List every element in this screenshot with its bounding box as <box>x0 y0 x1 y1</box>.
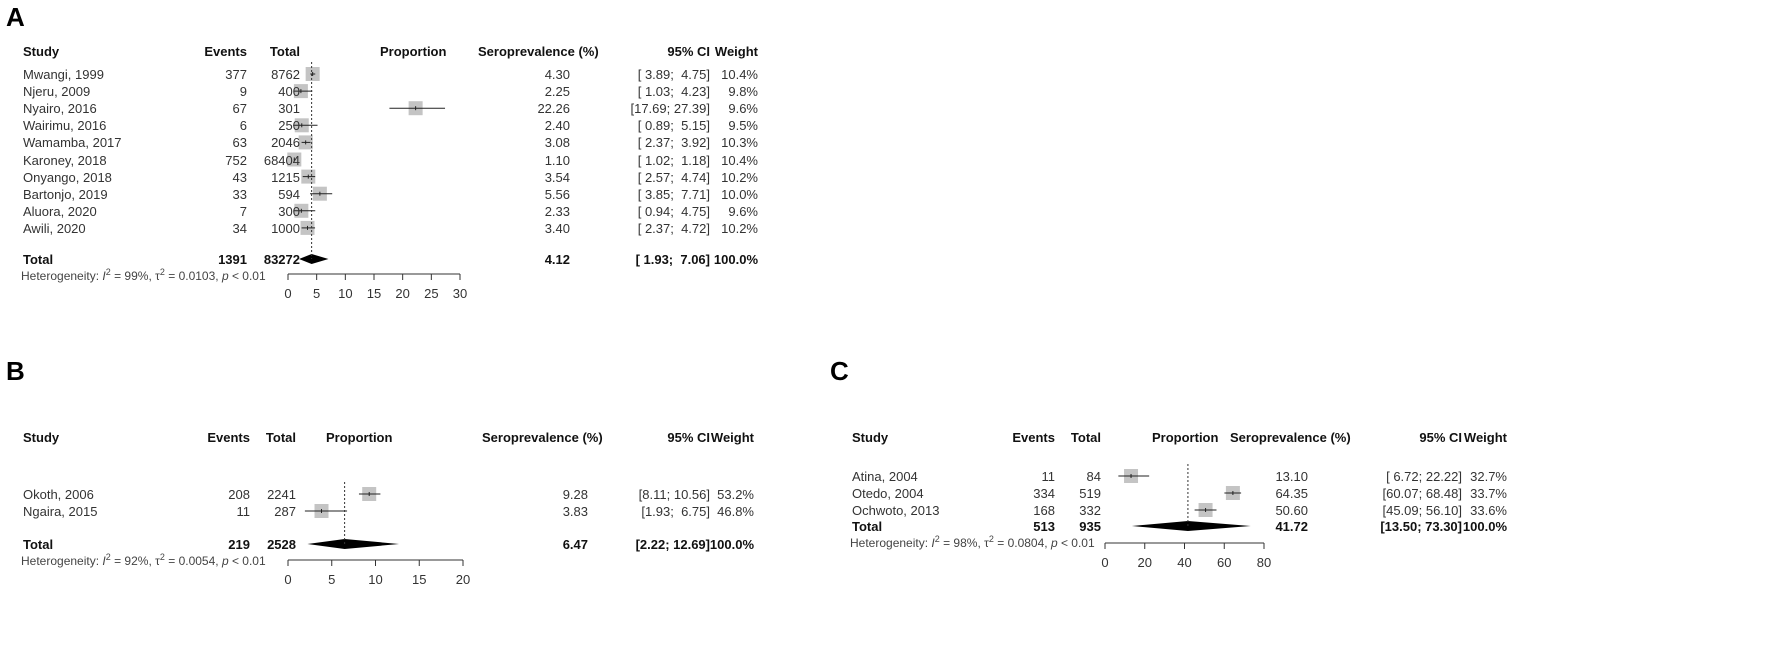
heterogeneity-text: Heterogeneity: $I^2 = 98\%$, $\tau^2 = 0.0804$, p < 0.01 <box>850 534 1095 550</box>
weight-value: 9.8% <box>728 84 758 100</box>
total-events: 1391 <box>218 252 247 267</box>
events-value: 9 <box>239 84 247 100</box>
total-value: 301 <box>278 101 300 117</box>
col-header-ci: 95% CI <box>1419 430 1462 445</box>
axis-tick-label: 0 <box>284 286 292 301</box>
axis-tick-label: 0 <box>284 572 292 587</box>
seroprevalence-value: 4.30 <box>544 67 570 82</box>
ci-value: [ 2.37; 4.72] <box>637 220 710 236</box>
col-header-study: Study <box>23 430 60 445</box>
total-value: 250 <box>278 118 300 134</box>
weight-value: 53.2% <box>717 487 754 502</box>
ci-value: [60.07; 68.48] <box>1382 486 1462 501</box>
axis-tick-label: 40 <box>1177 555 1192 570</box>
axis-tick-label: 20 <box>1137 555 1152 570</box>
col-header-seroprevalence: Seroprevalence (%) <box>1230 430 1351 445</box>
axis-tick-label: 5 <box>328 572 336 587</box>
axis-tick-label: 10 <box>338 286 353 301</box>
panel-label: A <box>6 2 25 32</box>
events-value: 7 <box>239 203 247 219</box>
col-header-ci: 95% CI <box>667 44 710 59</box>
seroprevalence-value: 2.33 <box>544 203 570 219</box>
total-label: Total <box>23 537 54 552</box>
study-name: Nyairo, 2016 <box>23 101 97 117</box>
col-header-study: Study <box>852 430 889 445</box>
axis-tick-label: 5 <box>313 286 321 301</box>
weight-value: 10.2% <box>721 169 758 185</box>
study-name: Wairimu, 2016 <box>23 118 107 134</box>
ci-value: [ 1.03; 4.23] <box>637 84 710 100</box>
seroprevalence-value: 13.10 <box>1275 469 1308 484</box>
axis-tick-label: 60 <box>1217 555 1232 570</box>
seroprevalence-value: 9.28 <box>562 487 588 502</box>
col-header-total: Total <box>269 44 300 59</box>
events-value: 43 <box>232 169 247 185</box>
col-header-seroprevalence: Seroprevalence (%) <box>478 44 599 59</box>
total-value: 287 <box>274 504 296 519</box>
weight-value: 9.5% <box>728 118 758 134</box>
total-value: 2241 <box>267 487 296 502</box>
study-name: Mwangi, 1999 <box>23 67 104 82</box>
heterogeneity-text: Heterogeneity: $I^2 = 99\%$, $\tau^2 = 0.0103$, p < 0.01 <box>21 267 266 283</box>
ci-value: [ 2.57; 4.74] <box>637 169 710 185</box>
axis-tick-label: 20 <box>395 286 410 301</box>
events-value: 377 <box>225 67 247 82</box>
axis-tick-label: 15 <box>366 286 382 301</box>
total-ci: [13.50; 73.30] <box>1380 519 1462 534</box>
seroprevalence-value: 50.60 <box>1275 503 1308 518</box>
events-value: 34 <box>232 220 247 236</box>
seroprevalence-value: 1.10 <box>544 152 570 168</box>
seroprevalence-value: 64.35 <box>1275 486 1308 501</box>
total-value: 1215 <box>271 169 300 185</box>
panel-label: C <box>830 356 849 386</box>
col-header-ci: 95% CI <box>667 430 710 445</box>
weight-value: 9.6% <box>728 101 758 117</box>
study-name: Ochwoto, 2013 <box>852 503 940 518</box>
weight-value: 9.6% <box>728 203 758 219</box>
col-header-weight: Weight <box>1463 430 1507 445</box>
total-ci: [ 1.93; 7.06] <box>635 252 710 267</box>
ci-value: [1.93; 6.75] <box>641 504 710 519</box>
ci-value: [ 3.85; 7.71] <box>637 186 710 202</box>
total-label: Total <box>852 519 883 534</box>
axis-tick-label: 30 <box>452 286 468 301</box>
study-name: Karoney, 2018 <box>23 152 107 168</box>
total-weight: 100.0% <box>709 537 754 552</box>
col-header-proportion: Proportion <box>1152 430 1219 445</box>
weight-value: 10.2% <box>721 220 758 236</box>
study-name: Okoth, 2006 <box>23 487 94 502</box>
weight-value: 33.6% <box>1470 503 1507 518</box>
total-value: 1000 <box>271 220 300 236</box>
seroprevalence-value: 5.56 <box>544 186 570 202</box>
total-value: 400 <box>278 84 300 100</box>
total-value: 332 <box>1079 503 1101 518</box>
total-weight: 100.0% <box>1462 519 1507 534</box>
axis-tick-label: 25 <box>424 286 439 301</box>
col-header-proportion: Proportion <box>326 430 393 445</box>
seroprevalence-value: 22.26 <box>537 101 570 117</box>
total-ci: [2.22; 12.69] <box>635 537 710 552</box>
total-events: 513 <box>1033 519 1055 534</box>
heterogeneity-text: Heterogeneity: $I^2 = 92\%$, $\tau^2 = 0.0054$, p < 0.01 <box>21 552 266 568</box>
ci-value: [ 1.02; 1.18] <box>637 152 710 168</box>
panel-label: B <box>6 356 25 386</box>
ci-value: [ 0.94; 4.75] <box>637 203 710 219</box>
panel-a-content <box>0 0 1000 320</box>
total-value: 594 <box>278 186 300 202</box>
total-seroprevalence: 4.12 <box>544 252 570 267</box>
study-name: Onyango, 2018 <box>23 169 112 185</box>
col-header-weight: Weight <box>710 430 754 445</box>
ci-value: [ 0.89; 5.15] <box>637 118 710 134</box>
study-name: Aluora, 2020 <box>23 203 97 219</box>
events-value: 33 <box>232 186 247 202</box>
seroprevalence-value: 3.83 <box>562 504 588 519</box>
col-header-proportion: Proportion <box>380 44 447 59</box>
total-total: 935 <box>1079 519 1101 534</box>
total-total: 83272 <box>263 252 300 267</box>
events-value: 67 <box>232 101 247 117</box>
axis-tick-label: 10 <box>368 572 383 587</box>
events-value: 11 <box>236 504 250 519</box>
study-name: Atina, 2004 <box>852 469 918 484</box>
study-name: Wamamba, 2017 <box>23 135 122 151</box>
events-value: 208 <box>228 487 250 502</box>
total-value: 84 <box>1086 469 1101 484</box>
ci-value: [ 2.37; 3.92] <box>637 135 710 151</box>
weight-value: 10.4% <box>721 152 758 168</box>
weight-value: 10.3% <box>721 135 758 151</box>
study-name: Bartonjo, 2019 <box>23 186 108 202</box>
ci-value: [ 3.89; 4.75] <box>637 67 710 82</box>
events-value: 752 <box>225 152 247 168</box>
total-value: 2046 <box>271 135 300 151</box>
seroprevalence-value: 2.40 <box>544 118 570 134</box>
col-header-events: Events <box>1012 430 1055 445</box>
ci-value: [8.11; 10.56] <box>638 487 710 502</box>
seroprevalence-value: 3.54 <box>544 169 570 185</box>
total-value: 8762 <box>271 67 300 82</box>
col-header-seroprevalence: Seroprevalence (%) <box>482 430 603 445</box>
col-header-study: Study <box>23 44 60 59</box>
col-header-total: Total <box>265 430 296 445</box>
study-name: Otedo, 2004 <box>852 486 924 501</box>
events-value: 6 <box>239 118 247 134</box>
col-header-events: Events <box>204 44 247 59</box>
seroprevalence-value: 3.40 <box>544 220 570 236</box>
weight-value: 32.7% <box>1470 469 1507 484</box>
total-value: 300 <box>278 203 300 219</box>
ci-value: [45.09; 56.10] <box>1382 503 1462 518</box>
panel-c-content <box>830 350 1772 670</box>
events-value: 334 <box>1033 486 1055 501</box>
axis-tick-label: 15 <box>412 572 427 587</box>
axis-tick-label: 0 <box>1101 555 1109 570</box>
weight-value: 10.0% <box>721 186 758 202</box>
weight-value: 10.4% <box>721 67 758 82</box>
col-header-weight: Weight <box>714 44 758 59</box>
events-value: 63 <box>232 135 247 151</box>
events-value: 11 <box>1041 469 1055 484</box>
study-name: Njeru, 2009 <box>23 84 91 100</box>
col-header-events: Events <box>207 430 250 445</box>
total-value: 68404 <box>263 152 300 168</box>
ci-value: [17.69; 27.39] <box>630 101 710 117</box>
col-header-total: Total <box>1070 430 1101 445</box>
study-name: Ngaira, 2015 <box>23 504 98 519</box>
events-value: 168 <box>1033 503 1055 518</box>
total-total: 2528 <box>267 537 296 552</box>
total-weight: 100.0% <box>713 252 758 267</box>
seroprevalence-value: 3.08 <box>544 135 570 151</box>
axis-tick-label: 20 <box>455 572 471 587</box>
total-label: Total <box>23 252 54 267</box>
seroprevalence-value: 2.25 <box>544 84 570 100</box>
study-name: Awili, 2020 <box>23 220 86 236</box>
total-seroprevalence: 6.47 <box>562 537 588 552</box>
weight-value: 33.7% <box>1470 486 1507 501</box>
axis-tick-label: 80 <box>1256 555 1272 570</box>
weight-value: 46.8% <box>717 504 754 519</box>
ci-value: [ 6.72; 22.22] <box>1386 469 1462 484</box>
total-events: 219 <box>228 537 250 552</box>
total-value: 519 <box>1079 486 1101 501</box>
total-seroprevalence: 41.72 <box>1275 519 1308 534</box>
